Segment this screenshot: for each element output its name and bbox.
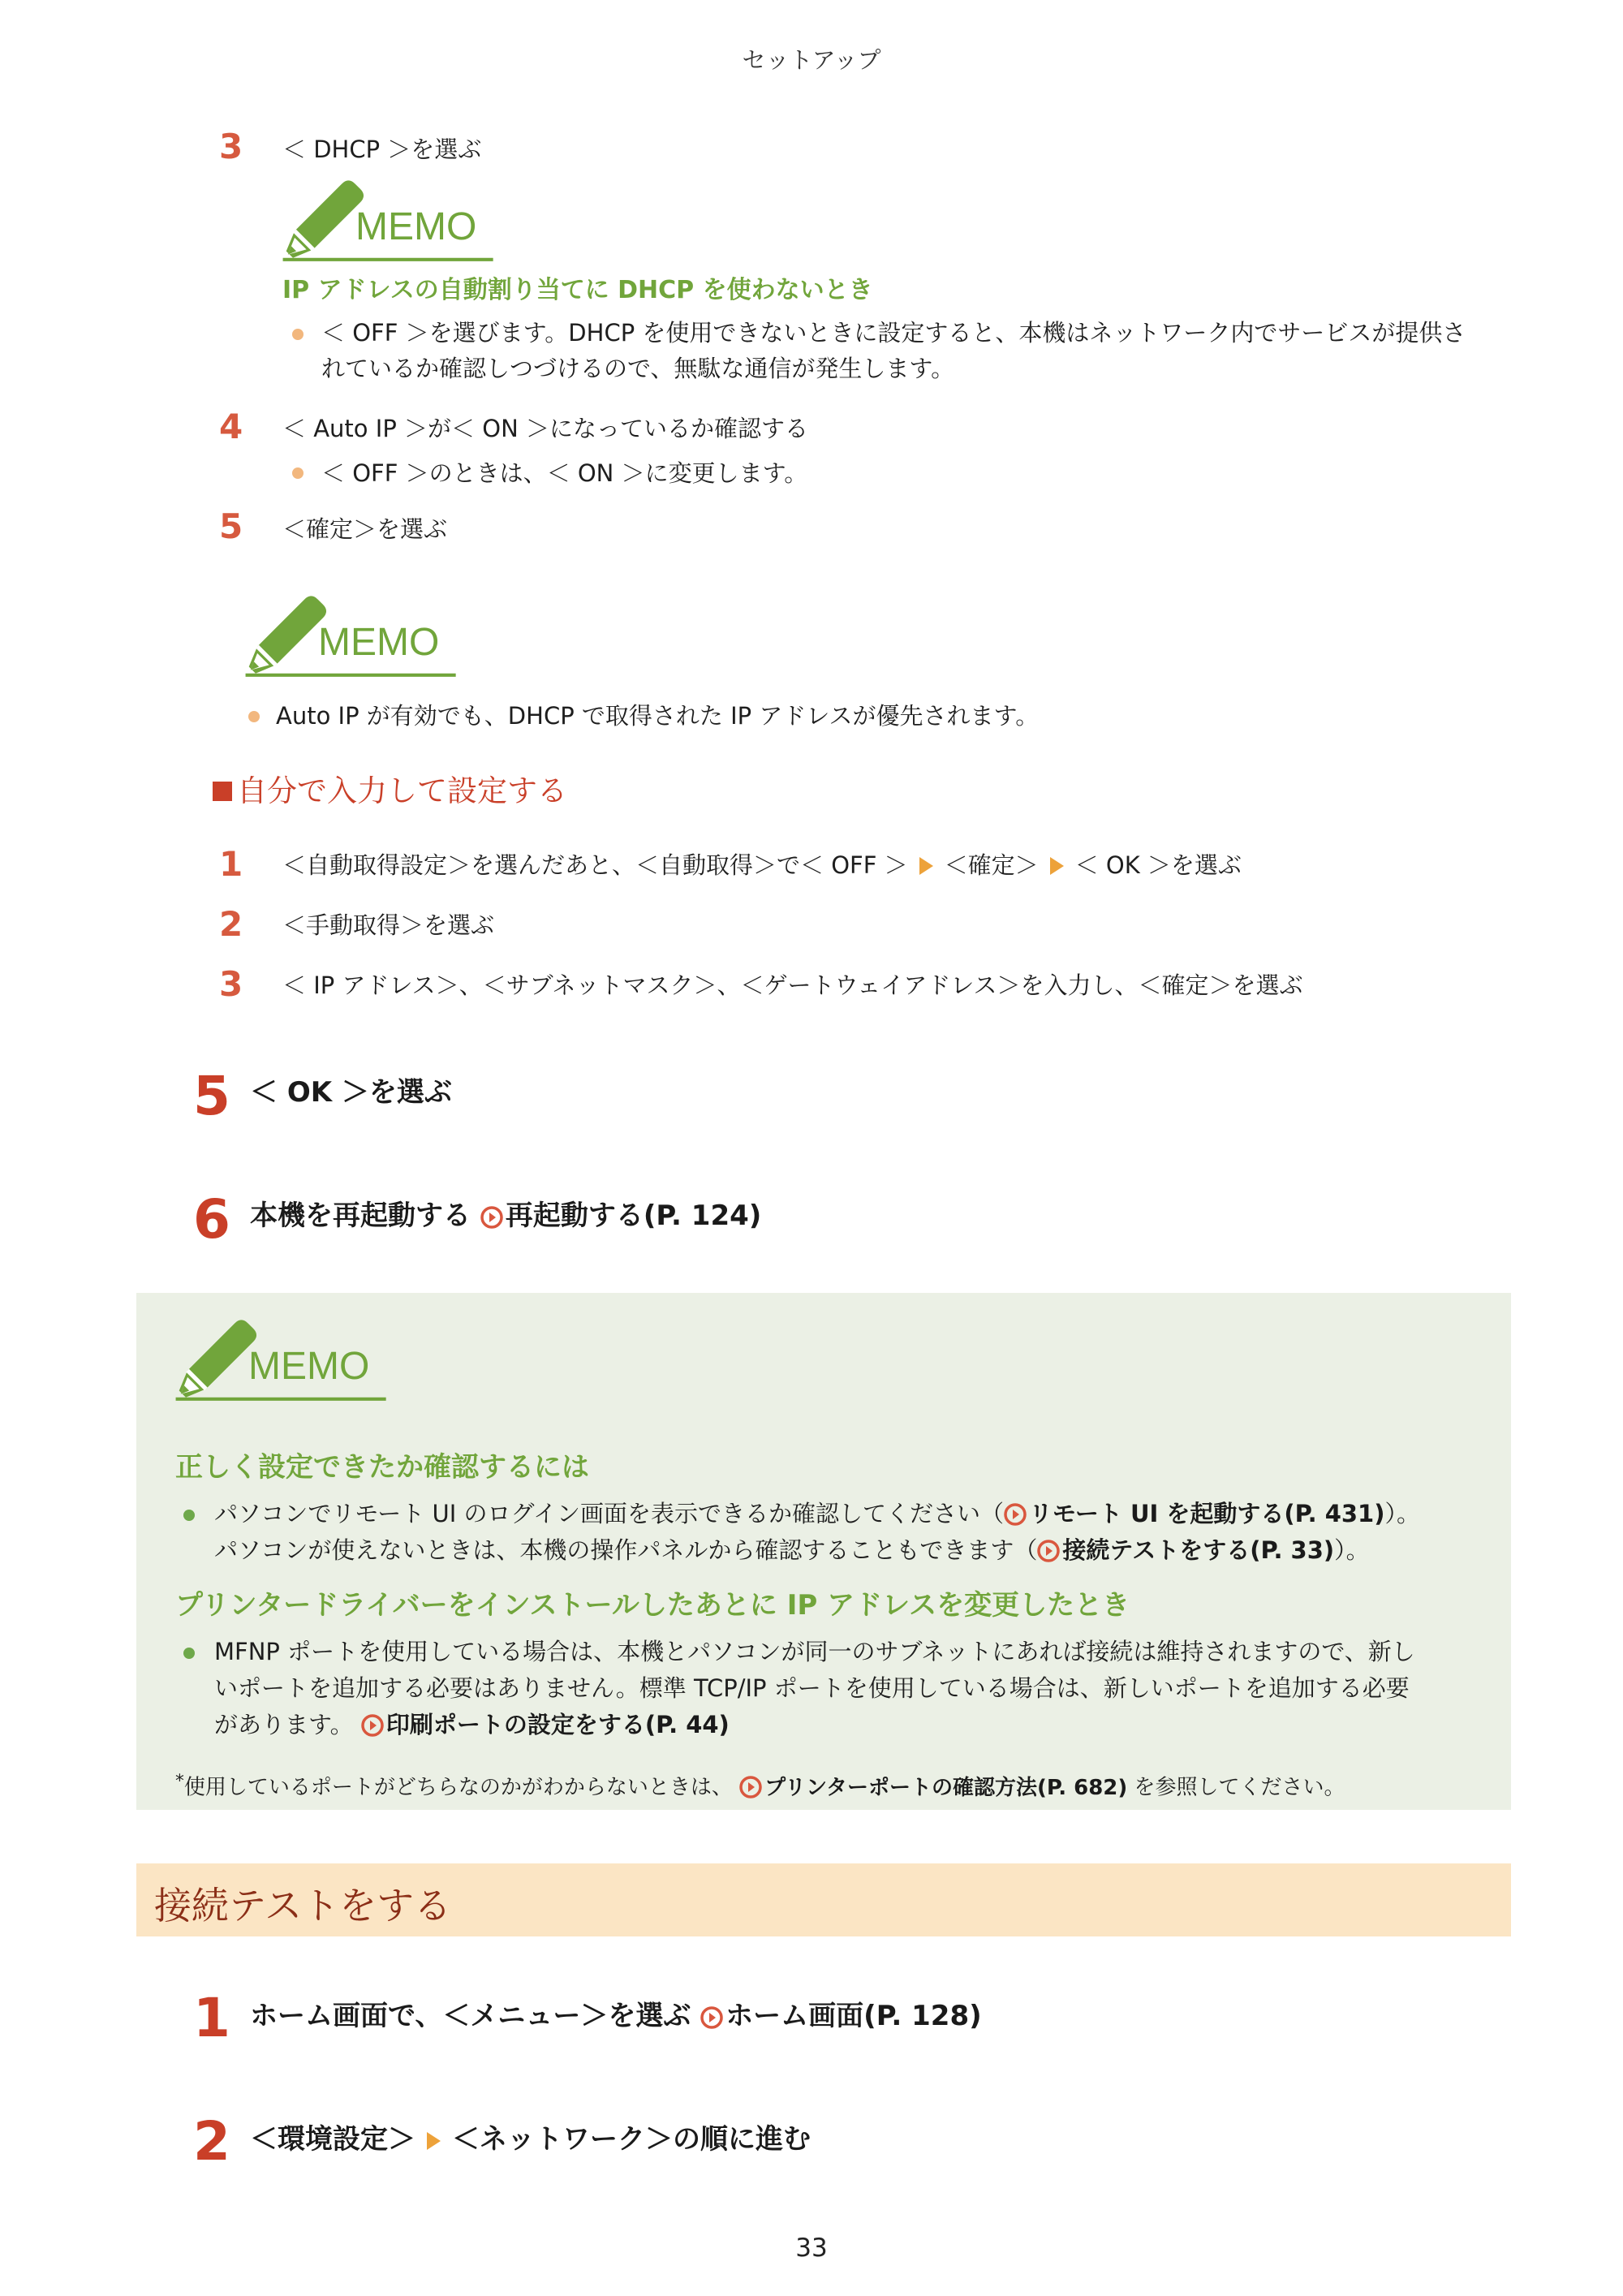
- step-text: ＜ IP アドレス＞、＜サブネットマスク＞、＜ゲートウェイアドレス＞を入力し、＜確定＞を選ぶ: [282, 971, 1303, 999]
- step-note: ＜ OFF ＞のときは、＜ ON ＞に変更します。: [321, 459, 808, 487]
- memo-title: IP アドレスの自動割り当てに DHCP を使わないとき: [282, 276, 873, 304]
- step-text: ホーム画面で、＜メニュー＞を選ぶ ホーム画面(P. 128): [250, 2000, 982, 2032]
- step-number: 1: [219, 844, 243, 884]
- step-number: 5: [193, 1065, 230, 1127]
- link-printer-port-check[interactable]: プリンターポートの確認方法(P. 682): [739, 1776, 1127, 1800]
- arrow-right-icon: [427, 2132, 441, 2150]
- memo-text: パソコンでリモート UI のログイン画面を表示できるか確認してください（ リモート UI を起動する(P. 431)）。: [214, 1500, 1421, 1527]
- link-arrow-icon: [1004, 1503, 1027, 1526]
- memo-text: れているか確認しつづけるので、無駄な通信が発生します。: [321, 355, 955, 382]
- memo-text: いポートを追加する必要はありません。標準 TCP/IP ポートを使用している場合は、新しいポートを追加する必要: [214, 1674, 1410, 1702]
- footnote: *使用しているポートがどちらなのかがわからないときは、 プリンターポートの確認方法(P. 682) を参照してください。: [175, 1771, 1345, 1800]
- memo-title: 正しく設定できたか確認するには: [175, 1451, 589, 1484]
- step-number: 2: [219, 904, 243, 944]
- step-text: ＜手動取得＞を選ぶ: [282, 911, 495, 939]
- step-text: ＜ DHCP ＞を選ぶ: [282, 136, 482, 163]
- section-heading: [136, 1863, 1511, 1936]
- memo-text: Auto IP が有効でも、DHCP で取得された IP アドレスが優先されます。: [276, 702, 1040, 730]
- bullet-icon: [183, 1510, 195, 1521]
- memo-label: MEMO: [355, 205, 477, 248]
- step-text: ＜ Auto IP ＞が＜ ON ＞になっているか確認する: [282, 415, 808, 442]
- memo-text: MFNP ポートを使用している場合は、本機とパソコンが同一のサブネットにあれば接続は維持されますので、新し: [214, 1638, 1415, 1665]
- step-number: 2: [193, 2110, 230, 2173]
- step-number: 6: [193, 1188, 230, 1251]
- step-text: 本機を再起動する 再起動する(P. 124): [250, 1200, 762, 1232]
- step-number: 3: [219, 964, 243, 1004]
- step-number: 1: [193, 1987, 230, 2049]
- link-arrow-icon: [1037, 1540, 1060, 1562]
- step-text: ＜自動取得設定＞を選んだあと、＜自動取得＞で＜ OFF ＞ ＜確定＞ ＜ OK ＞を選ぶ: [282, 851, 1242, 879]
- memo-label: MEMO: [318, 621, 440, 664]
- link-arrow-icon: [361, 1714, 384, 1737]
- step-text: ＜ OK ＞を選ぶ: [250, 1076, 452, 1109]
- step-number: 3: [219, 127, 243, 166]
- memo-text: ＜ OFF ＞を選びます。DHCP を使用できないときに設定すると、本機はネットワーク内でサービスが提供さ: [321, 319, 1466, 347]
- step-text: ＜確定＞を選ぶ: [282, 515, 448, 543]
- memo-text: パソコンが使えないときは、本機の操作パネルから確認することもできます（ 接続テストをする(P. 33)）。: [214, 1536, 1370, 1564]
- memo-logo: [239, 586, 458, 678]
- bullet-icon: [248, 711, 260, 722]
- arrow-right-icon: [919, 857, 933, 875]
- step-number: 4: [219, 407, 243, 446]
- link-connection-test[interactable]: 接続テストをする(P. 33): [1037, 1536, 1334, 1564]
- memo-label: MEMO: [248, 1345, 370, 1388]
- step-text: ＜環境設定＞ ＜ネットワーク＞の順に進む: [250, 2123, 811, 2156]
- link-restart[interactable]: 再起動する(P. 124): [480, 1200, 761, 1232]
- link-print-port[interactable]: 印刷ポートの設定をする(P. 44): [361, 1711, 730, 1738]
- page-number: 33: [795, 2234, 828, 2263]
- bullet-icon: [292, 467, 304, 479]
- link-arrow-icon: [739, 1776, 762, 1798]
- page-header: セットアップ: [742, 46, 881, 74]
- memo-title: プリンタードライバーをインストールしたあとに IP アドレスを変更したとき: [175, 1589, 1130, 1622]
- bullet-icon: [183, 1648, 195, 1659]
- step-number: 5: [219, 506, 243, 546]
- link-arrow-icon: [480, 1206, 503, 1229]
- link-home-screen[interactable]: ホーム画面(P. 128): [700, 2000, 981, 2032]
- link-remote-ui[interactable]: リモート UI を起動する(P. 431): [1004, 1500, 1384, 1527]
- arrow-right-icon: [1050, 857, 1064, 875]
- square-icon: [213, 782, 232, 801]
- section-title: 自分で入力して設定する: [213, 766, 567, 810]
- memo-logo: [169, 1310, 388, 1402]
- memo-logo: [276, 170, 495, 263]
- section-heading-text: 接続テストをする: [154, 1884, 452, 1928]
- memo-text: があります。 印刷ポートの設定をする(P. 44): [214, 1711, 730, 1738]
- bullet-icon: [292, 329, 304, 340]
- link-arrow-icon: [700, 2006, 723, 2029]
